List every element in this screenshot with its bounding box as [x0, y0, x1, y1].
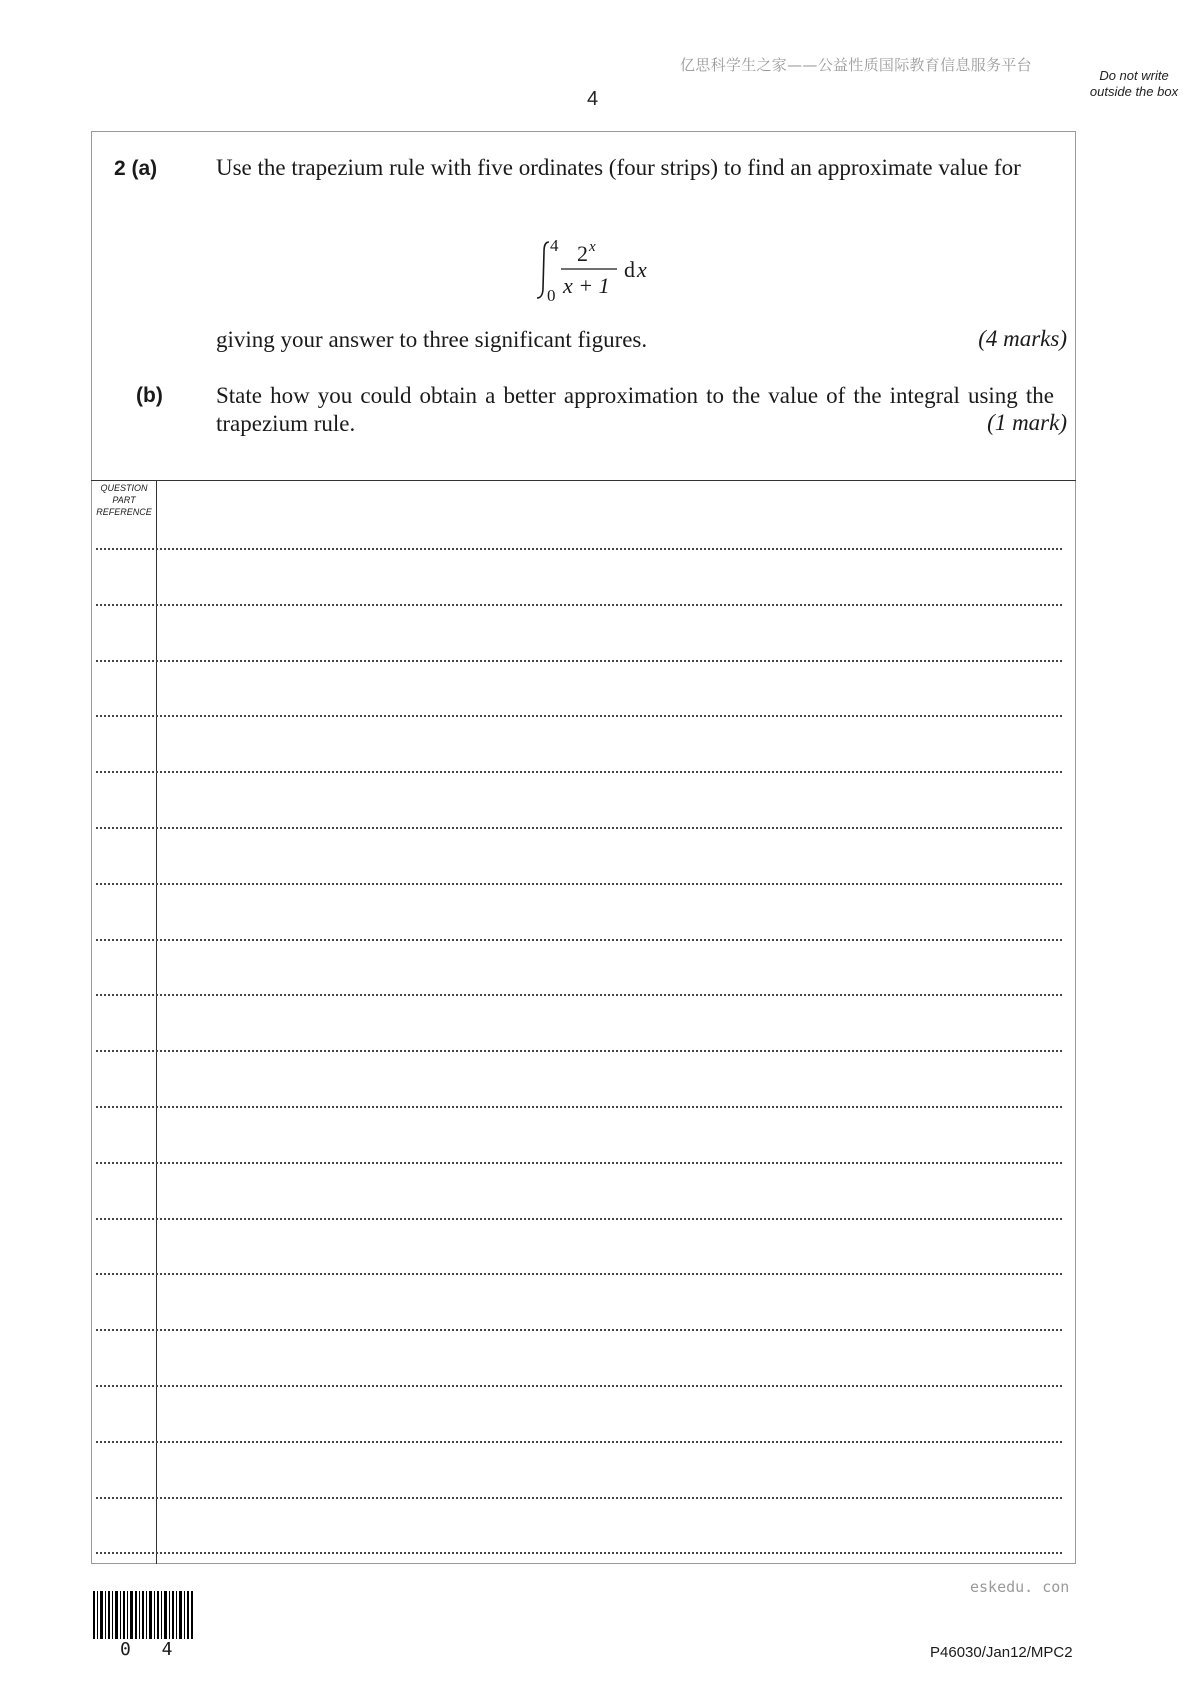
paper-code: P46030/Jan12/MPC2: [930, 1644, 1073, 1661]
numerator-base: 2: [577, 241, 588, 266]
answer-line[interactable]: [96, 994, 1062, 996]
answer-line[interactable]: [96, 1329, 1062, 1331]
differential-d: d: [624, 257, 635, 282]
answer-line[interactable]: [96, 1385, 1062, 1387]
answer-line[interactable]: [96, 1218, 1062, 1220]
part-b-label: (b): [136, 384, 163, 407]
numerator-exponent: x: [589, 239, 596, 255]
top-watermark: 亿思科学生之家——公益性质国际教育信息服务平台: [680, 56, 1032, 74]
answer-line[interactable]: [96, 1273, 1062, 1275]
answer-line[interactable]: [96, 771, 1062, 773]
answer-line[interactable]: [96, 1441, 1062, 1443]
bottom-watermark: eskedu. con: [970, 1578, 1070, 1596]
answer-line[interactable]: [96, 660, 1062, 662]
answer-line[interactable]: [96, 827, 1062, 829]
answer-line[interactable]: [96, 715, 1062, 717]
answer-line[interactable]: [96, 1497, 1062, 1499]
question-part-reference-label: QUESTION PART REFERENCE: [96, 483, 152, 517]
part-b-text: State how you could obtain a better approximation to the value of the integral using the trapezium rule.: [216, 383, 1054, 436]
answer-line[interactable]: [96, 1050, 1062, 1052]
answer-line[interactable]: [96, 604, 1062, 606]
answer-line[interactable]: [96, 1552, 1062, 1554]
part-b-marks: (1 mark): [987, 410, 1067, 435]
differential-var: x: [637, 257, 647, 282]
question-number: 2 (a): [114, 157, 158, 180]
answer-line[interactable]: [96, 883, 1062, 885]
answer-line[interactable]: [96, 939, 1062, 941]
answer-line[interactable]: [96, 548, 1062, 550]
answer-line[interactable]: [96, 1162, 1062, 1164]
margin-note: Do not write outside the box: [1089, 68, 1179, 99]
part-a-marks: (4 marks): [978, 326, 1067, 351]
page-number: 4: [587, 88, 599, 110]
denominator: x + 1: [563, 273, 610, 298]
answer-line[interactable]: [96, 1106, 1062, 1108]
barcode-digits: 0 4: [120, 1639, 183, 1660]
part-a-tail: giving your answer to three significant figures.: [216, 327, 648, 352]
reference-column-divider: [156, 480, 157, 1564]
integral-lower-limit: 0: [547, 286, 556, 302]
answer-area: [91, 480, 1076, 1564]
barcode-icon: [93, 1591, 193, 1639]
integral-upper-limit: 4: [550, 238, 559, 255]
part-a-text: Use the trapezium rule with five ordinates (four strips) to find an approximate value for: [216, 155, 1021, 180]
integral-expression: [533, 238, 673, 302]
